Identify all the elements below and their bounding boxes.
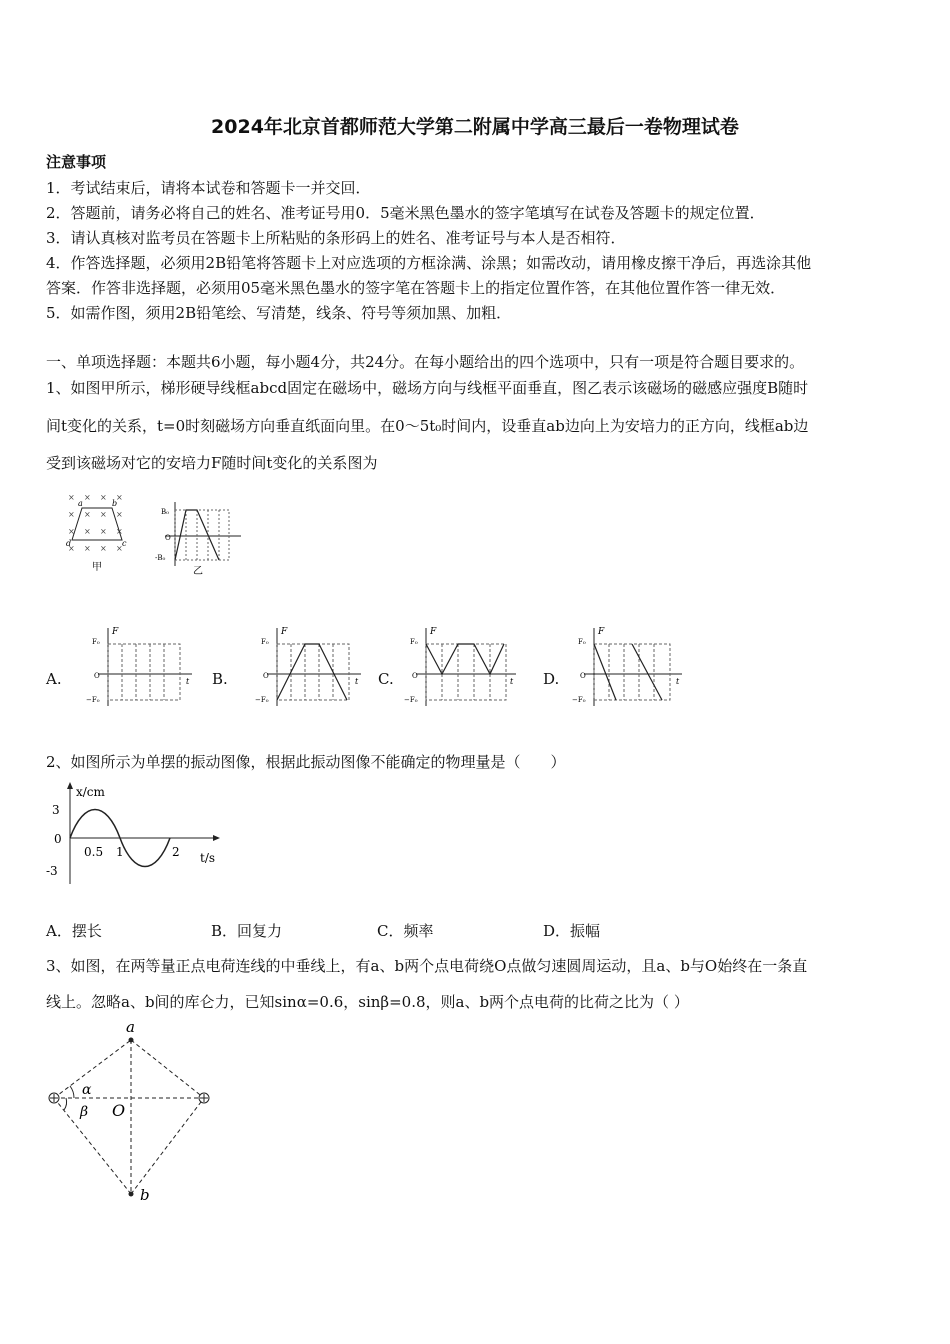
svg-text:t: t: [676, 677, 680, 686]
svg-text:O: O: [412, 672, 418, 680]
svg-text:d: d: [66, 539, 72, 548]
svg-text:×: ×: [68, 527, 75, 536]
section-heading: 一、单项选择题：本题共6小题，每小题4分，共24分。在每小题给出的四个选项中，只有一项是符合题目要求的。: [46, 353, 805, 371]
q1-text: 1、如图甲所示，梯形硬导线框abcd固定在磁场中，磁场方向与线框平面垂直，图乙表示该磁场的磁感应强度B随时: [46, 379, 809, 397]
svg-text:O: O: [263, 672, 269, 680]
svg-text:×: ×: [116, 493, 123, 502]
q3-text: 线上。忽略a、b间的库仑力，已知sinα=0.6，sinβ=0.8，则a、b两个点电荷的比荷之比为（ ）: [46, 993, 689, 1011]
q1-figure-jia: [62, 490, 134, 572]
q2-option: A．摆长: [46, 922, 102, 940]
q2-ytick: 3: [52, 803, 60, 817]
svg-text:−F₀: −F₀: [86, 696, 100, 704]
q3-label-b: b: [140, 1186, 150, 1204]
q3-label-a: a: [126, 1018, 135, 1036]
svg-text:-B₀: -B₀: [155, 554, 166, 562]
q2-ylabel: x/cm: [76, 785, 105, 799]
q1-option-b-graph: [255, 626, 365, 708]
q2-option: B．回复力: [211, 922, 283, 940]
q1-option-label: B.: [212, 670, 228, 688]
q1-option-label: C.: [378, 670, 394, 688]
q2-ytick: -3: [46, 864, 58, 878]
svg-text:O: O: [94, 672, 100, 680]
notes-item: 4．作答选择题，必须用2B铅笔将答题卡上对应选项的方框涂满、涂黑；如需改动，请用橡皮擦干净后，再选涂其他: [46, 254, 812, 272]
notes-item: 1．考试结束后，请将本试卷和答题卡一并交回．: [46, 179, 371, 197]
svg-text:×: ×: [84, 510, 91, 519]
svg-text:t: t: [186, 677, 190, 686]
notes-item: 5．如需作图，须用2B铅笔绘、写清楚，线条、符号等须加黑、加粗．: [46, 304, 512, 322]
svg-text:×: ×: [84, 527, 91, 536]
svg-text:a: a: [78, 499, 83, 508]
q2-oscillation-graph: [44, 780, 234, 890]
q1-option-label: A.: [46, 670, 62, 688]
notes-item: 答案．作答非选择题，必须用05毫米黑色墨水的签字笔在答题卡上的指定位置作答，在其他位置作答一律无效．: [46, 279, 786, 297]
svg-text:O: O: [165, 534, 171, 542]
svg-text:−F₀: −F₀: [255, 696, 269, 704]
q1-figure-yi: [155, 498, 245, 578]
svg-text:F₀: F₀: [261, 638, 269, 646]
svg-text:F₀: F₀: [578, 638, 586, 646]
q2-xtick: 1: [116, 845, 124, 859]
q2-xlabel: t/s: [200, 851, 216, 865]
svg-text:c: c: [122, 539, 127, 548]
q2-text: 2、如图所示为单摆的振动图像，根据此振动图像不能确定的物理量是（ ）: [46, 753, 566, 771]
svg-text:×: ×: [116, 527, 123, 536]
q1-text: 间t变化的关系，t=0时刻磁场方向垂直纸面向里。在0～5t₀时间内，设垂直ab边向上为安培力的正方向，线框ab边: [46, 417, 809, 435]
q3-label-alpha: α: [82, 1082, 92, 1098]
notes-item: 3．请认真核对监考员在答题卡上所粘贴的条形码上的姓名、准考证号与本人是否相符．: [46, 229, 626, 247]
svg-text:t: t: [510, 677, 514, 686]
svg-text:×: ×: [100, 527, 107, 536]
q1-option-a-graph: [86, 626, 196, 708]
q1-text: 受到该磁场对它的安培力F随时间t变化的关系图为: [46, 454, 378, 472]
svg-text:×: ×: [116, 544, 123, 553]
svg-text:F₀: F₀: [92, 638, 100, 646]
svg-text:×: ×: [84, 493, 91, 502]
q3-label-beta: β: [80, 1104, 89, 1120]
q2-origin: 0: [54, 832, 62, 846]
svg-text:×: ×: [100, 544, 107, 553]
svg-text:×: ×: [84, 544, 91, 553]
q1-option-d-graph: [572, 626, 687, 708]
svg-text:B₀: B₀: [161, 508, 169, 516]
q1-option-label: D.: [543, 670, 560, 688]
svg-text:×: ×: [68, 510, 75, 519]
svg-text:F₀: F₀: [410, 638, 418, 646]
svg-text:F: F: [281, 627, 288, 637]
notes-item: 2．答题前，请务必将自己的姓名、准考证号用0．5毫米黑色墨水的签字笔填写在试卷及答题卡的规定位置．: [46, 204, 765, 222]
q3-charge-diagram: [40, 1018, 230, 1208]
svg-text:×: ×: [100, 510, 107, 519]
q3-label-o: O: [112, 1101, 126, 1120]
fig-label-yi: 乙: [193, 566, 203, 577]
svg-text:F: F: [598, 627, 605, 637]
svg-text:×: ×: [116, 510, 123, 519]
svg-text:−F₀: −F₀: [404, 696, 418, 704]
svg-text:O: O: [580, 672, 586, 680]
q2-option: D．振幅: [543, 922, 601, 940]
q2-xtick: 0.5: [84, 845, 104, 859]
svg-text:F: F: [430, 627, 437, 637]
fig-label-jia: 甲: [92, 562, 102, 572]
q2-option: C．频率: [377, 922, 434, 940]
q2-xtick: 2: [172, 845, 180, 859]
svg-text:−F₀: −F₀: [572, 696, 586, 704]
svg-text:×: ×: [68, 544, 75, 553]
q1-option-c-graph: [404, 626, 522, 708]
svg-text:×: ×: [68, 493, 75, 502]
svg-text:F: F: [112, 627, 119, 637]
svg-text:b: b: [112, 499, 118, 508]
svg-text:×: ×: [100, 493, 107, 502]
notes-heading: 注意事项: [46, 153, 107, 171]
q3-text: 3、如图，在两等量正点电荷连线的中垂线上，有a、b两个点电荷绕O点做匀速圆周运动，且a、b与O始终在一条直: [46, 957, 808, 975]
page-title: 2024年北京首都师范大学第二附属中学高三最后一卷物理试卷: [211, 116, 739, 138]
svg-text:t: t: [355, 677, 359, 686]
